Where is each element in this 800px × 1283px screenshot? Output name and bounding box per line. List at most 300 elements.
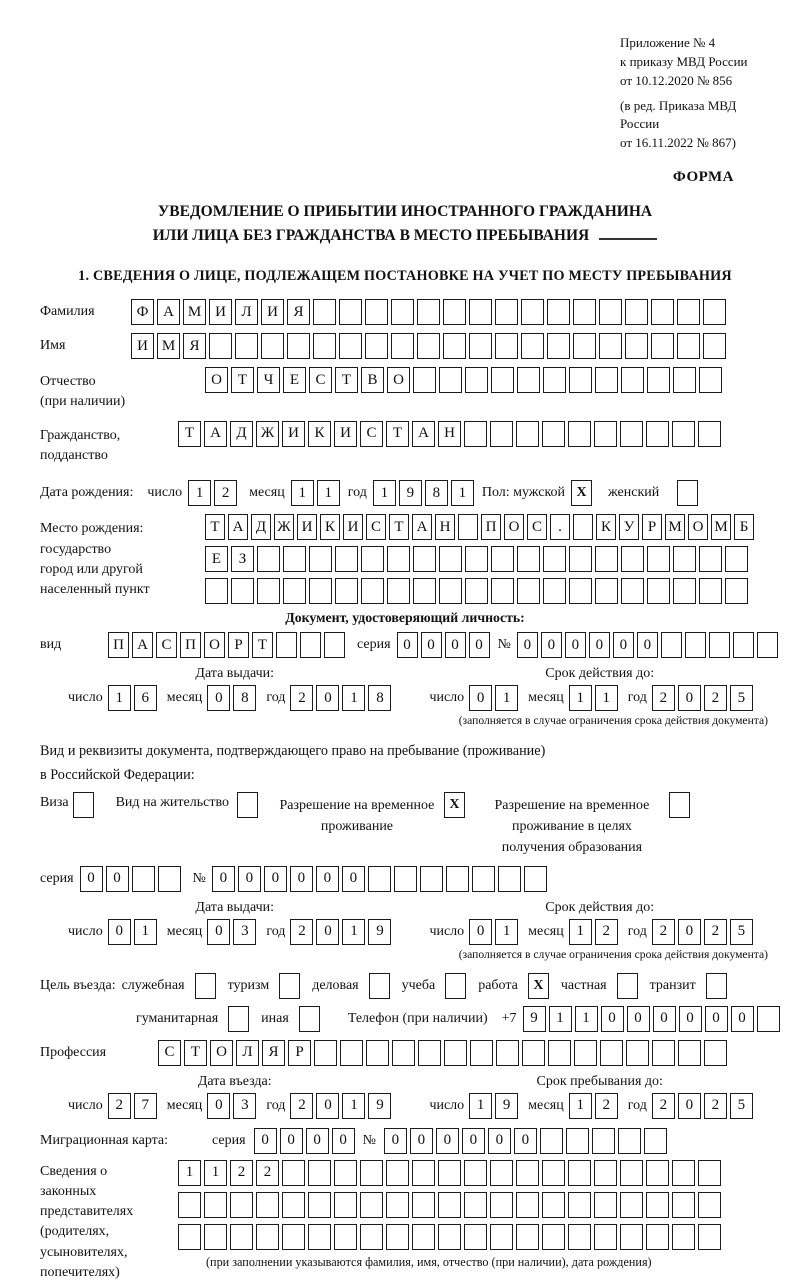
char-cell[interactable]: Л [235,299,258,325]
char-cell[interactable] [600,1040,623,1066]
char-cell[interactable] [334,1160,357,1186]
char-cell[interactable] [417,333,440,359]
char-cell[interactable] [235,333,258,359]
char-cell[interactable]: 0 [469,919,492,945]
char-cell[interactable] [417,299,440,325]
char-cell[interactable]: 1 [495,685,518,711]
char-cell[interactable] [673,578,696,604]
char-cell[interactable]: 2 [595,1093,618,1119]
char-cell[interactable]: 5 [730,685,753,711]
char-cell[interactable]: 0 [108,919,131,945]
char-cell[interactable] [540,1128,563,1154]
char-cell[interactable]: 2 [652,685,675,711]
char-cell[interactable]: К [308,421,331,447]
char-cell[interactable]: С [158,1040,181,1066]
char-cell[interactable] [566,1128,589,1154]
char-cell[interactable] [443,299,466,325]
char-cell[interactable]: 2 [652,1093,675,1119]
char-cell[interactable]: Н [438,421,461,447]
char-cell[interactable] [699,367,722,393]
char-cell[interactable]: 2 [595,919,618,945]
char-cell[interactable] [652,1040,675,1066]
char-cell[interactable]: 1 [549,1006,572,1032]
char-cell[interactable]: А [228,514,248,540]
char-cell[interactable]: А [132,632,153,658]
char-cell[interactable]: А [204,421,227,447]
char-cell[interactable] [230,1224,253,1250]
sex-male-checkbox[interactable]: X [571,480,592,506]
char-cell[interactable]: А [412,514,432,540]
char-cell[interactable] [491,546,514,572]
char-cell[interactable]: М [157,333,180,359]
purpose-study-checkbox[interactable] [445,973,466,999]
char-cell[interactable] [472,866,495,892]
char-cell[interactable]: 1 [373,480,396,506]
char-cell[interactable] [412,1192,435,1218]
char-cell[interactable]: О [387,367,410,393]
char-cell[interactable]: 1 [291,480,314,506]
char-cell[interactable]: 1 [569,685,592,711]
char-cell[interactable]: 0 [514,1128,537,1154]
char-cell[interactable] [324,632,345,658]
char-cell[interactable]: Т [231,367,254,393]
char-cell[interactable] [725,546,748,572]
char-cell[interactable]: 0 [462,1128,485,1154]
char-cell[interactable] [365,299,388,325]
char-cell[interactable] [543,578,566,604]
char-cell[interactable] [678,1040,701,1066]
char-cell[interactable]: О [204,632,225,658]
char-cell[interactable]: И [209,299,232,325]
char-cell[interactable]: 2 [290,1093,313,1119]
purpose-business-checkbox[interactable] [369,973,390,999]
char-cell[interactable]: Р [228,632,249,658]
char-cell[interactable]: Я [287,299,310,325]
char-cell[interactable]: Ч [257,367,280,393]
char-cell[interactable]: 0 [342,866,365,892]
char-cell[interactable] [178,1224,201,1250]
char-cell[interactable] [287,333,310,359]
char-cell[interactable] [595,578,618,604]
char-cell[interactable] [516,421,539,447]
char-cell[interactable] [391,333,414,359]
char-cell[interactable]: 0 [517,632,538,658]
char-cell[interactable] [313,299,336,325]
char-cell[interactable] [465,546,488,572]
char-cell[interactable]: С [527,514,547,540]
char-cell[interactable] [300,632,321,658]
char-cell[interactable] [313,333,336,359]
char-cell[interactable]: 0 [445,632,466,658]
char-cell[interactable] [465,367,488,393]
char-cell[interactable] [495,299,518,325]
char-cell[interactable]: Ж [274,514,294,540]
char-cell[interactable]: 2 [704,685,727,711]
char-cell[interactable] [568,421,591,447]
char-cell[interactable]: 7 [134,1093,157,1119]
char-cell[interactable]: 0 [207,1093,230,1119]
char-cell[interactable]: 0 [705,1006,728,1032]
char-cell[interactable] [757,632,778,658]
char-cell[interactable]: И [343,514,363,540]
char-cell[interactable] [698,1160,721,1186]
char-cell[interactable]: 2 [214,480,237,506]
char-cell[interactable] [444,1040,467,1066]
char-cell[interactable] [595,546,618,572]
char-cell[interactable] [491,578,514,604]
char-cell[interactable] [621,546,644,572]
char-cell[interactable] [230,1192,253,1218]
char-cell[interactable]: И [334,421,357,447]
char-cell[interactable] [334,1192,357,1218]
char-cell[interactable] [517,578,540,604]
char-cell[interactable] [204,1224,227,1250]
char-cell[interactable] [516,1160,539,1186]
char-cell[interactable]: 0 [678,919,701,945]
char-cell[interactable]: У [619,514,639,540]
char-cell[interactable]: 9 [495,1093,518,1119]
char-cell[interactable]: 0 [469,685,492,711]
char-cell[interactable] [647,546,670,572]
char-cell[interactable]: Е [205,546,228,572]
char-cell[interactable]: С [360,421,383,447]
char-cell[interactable]: 0 [565,632,586,658]
char-cell[interactable] [569,578,592,604]
purpose-official-checkbox[interactable] [195,973,216,999]
char-cell[interactable] [757,1006,780,1032]
char-cell[interactable]: М [665,514,685,540]
char-cell[interactable]: 0 [207,685,230,711]
char-cell[interactable] [703,333,726,359]
char-cell[interactable] [443,333,466,359]
char-cell[interactable] [334,1224,357,1250]
char-cell[interactable] [158,866,181,892]
char-cell[interactable]: 0 [410,1128,433,1154]
char-cell[interactable] [725,578,748,604]
char-cell[interactable]: К [320,514,340,540]
char-cell[interactable]: Н [435,514,455,540]
char-cell[interactable]: 0 [306,1128,329,1154]
char-cell[interactable] [458,514,478,540]
char-cell[interactable]: 1 [342,685,365,711]
char-cell[interactable] [595,367,618,393]
char-cell[interactable] [672,1224,695,1250]
char-cell[interactable]: С [366,514,386,540]
char-cell[interactable] [709,632,730,658]
char-cell[interactable]: Т [389,514,409,540]
char-cell[interactable] [521,299,544,325]
char-cell[interactable] [391,299,414,325]
char-cell[interactable] [573,514,593,540]
char-cell[interactable] [573,299,596,325]
char-cell[interactable]: Т [205,514,225,540]
char-cell[interactable]: 2 [256,1160,279,1186]
char-cell[interactable] [438,1224,461,1250]
char-cell[interactable] [620,1160,643,1186]
char-cell[interactable]: 3 [233,1093,256,1119]
char-cell[interactable] [646,1224,669,1250]
char-cell[interactable]: 9 [399,480,422,506]
char-cell[interactable] [490,1192,513,1218]
char-cell[interactable] [464,1160,487,1186]
char-cell[interactable] [594,1224,617,1250]
char-cell[interactable]: М [711,514,731,540]
char-cell[interactable]: 0 [80,866,103,892]
char-cell[interactable] [387,546,410,572]
char-cell[interactable]: 0 [601,1006,624,1032]
char-cell[interactable]: 2 [290,919,313,945]
char-cell[interactable] [542,421,565,447]
char-cell[interactable] [309,546,332,572]
char-cell[interactable]: 1 [569,1093,592,1119]
char-cell[interactable]: 9 [368,919,391,945]
char-cell[interactable] [439,367,462,393]
char-cell[interactable]: 1 [188,480,211,506]
char-cell[interactable] [594,421,617,447]
char-cell[interactable]: 1 [575,1006,598,1032]
char-cell[interactable] [413,546,436,572]
char-cell[interactable] [392,1040,415,1066]
char-cell[interactable] [625,299,648,325]
char-cell[interactable] [646,1192,669,1218]
char-cell[interactable] [647,578,670,604]
char-cell[interactable]: 0 [653,1006,676,1032]
char-cell[interactable] [339,333,362,359]
char-cell[interactable]: Р [288,1040,311,1066]
char-cell[interactable]: П [180,632,201,658]
char-cell[interactable]: Л [236,1040,259,1066]
char-cell[interactable]: 0 [678,1093,701,1119]
char-cell[interactable] [386,1192,409,1218]
char-cell[interactable] [569,367,592,393]
char-cell[interactable]: 1 [317,480,340,506]
sex-female-checkbox[interactable] [677,480,698,506]
char-cell[interactable] [464,421,487,447]
char-cell[interactable] [547,333,570,359]
char-cell[interactable]: 2 [704,919,727,945]
char-cell[interactable]: 0 [280,1128,303,1154]
char-cell[interactable] [672,1192,695,1218]
char-cell[interactable] [308,1160,331,1186]
char-cell[interactable] [524,866,547,892]
char-cell[interactable] [698,421,721,447]
char-cell[interactable] [542,1192,565,1218]
char-cell[interactable] [699,578,722,604]
char-cell[interactable]: 2 [108,1093,131,1119]
char-cell[interactable] [673,546,696,572]
char-cell[interactable] [361,578,384,604]
char-cell[interactable] [677,299,700,325]
char-cell[interactable] [573,333,596,359]
char-cell[interactable] [368,866,391,892]
char-cell[interactable] [178,1192,201,1218]
char-cell[interactable] [314,1040,337,1066]
char-cell[interactable]: Т [335,367,358,393]
char-cell[interactable]: 3 [233,919,256,945]
char-cell[interactable] [340,1040,363,1066]
char-cell[interactable]: 6 [134,685,157,711]
char-cell[interactable]: Ж [256,421,279,447]
char-cell[interactable]: Т [178,421,201,447]
char-cell[interactable]: Т [386,421,409,447]
char-cell[interactable] [522,1040,545,1066]
char-cell[interactable]: 0 [212,866,235,892]
char-cell[interactable] [339,299,362,325]
char-cell[interactable]: 0 [316,685,339,711]
char-cell[interactable] [446,866,469,892]
char-cell[interactable]: 2 [652,919,675,945]
char-cell[interactable] [309,578,332,604]
char-cell[interactable] [516,1192,539,1218]
char-cell[interactable] [621,367,644,393]
char-cell[interactable] [469,333,492,359]
char-cell[interactable]: 0 [397,632,418,658]
purpose-tourism-checkbox[interactable] [279,973,300,999]
char-cell[interactable] [257,578,280,604]
char-cell[interactable] [132,866,155,892]
char-cell[interactable]: О [504,514,524,540]
char-cell[interactable] [625,333,648,359]
char-cell[interactable] [568,1192,591,1218]
char-cell[interactable]: 0 [678,685,701,711]
char-cell[interactable] [256,1192,279,1218]
char-cell[interactable]: Я [262,1040,285,1066]
char-cell[interactable] [439,578,462,604]
char-cell[interactable]: 9 [368,1093,391,1119]
char-cell[interactable]: Т [252,632,273,658]
char-cell[interactable]: В [361,367,384,393]
char-cell[interactable] [521,333,544,359]
char-cell[interactable] [646,1160,669,1186]
char-cell[interactable] [418,1040,441,1066]
char-cell[interactable]: 0 [613,632,634,658]
char-cell[interactable] [651,299,674,325]
char-cell[interactable] [204,1192,227,1218]
char-cell[interactable] [548,1040,571,1066]
char-cell[interactable] [470,1040,493,1066]
char-cell[interactable] [547,299,570,325]
char-cell[interactable]: О [205,367,228,393]
char-cell[interactable] [542,1224,565,1250]
char-cell[interactable] [644,1128,667,1154]
char-cell[interactable] [516,1224,539,1250]
char-cell[interactable] [620,1192,643,1218]
char-cell[interactable] [673,367,696,393]
char-cell[interactable] [517,546,540,572]
char-cell[interactable] [592,1128,615,1154]
char-cell[interactable] [257,546,280,572]
char-cell[interactable] [412,1224,435,1250]
char-cell[interactable] [335,578,358,604]
char-cell[interactable] [568,1224,591,1250]
char-cell[interactable] [469,299,492,325]
char-cell[interactable] [699,546,722,572]
char-cell[interactable] [498,866,521,892]
char-cell[interactable]: 1 [204,1160,227,1186]
char-cell[interactable]: 8 [425,480,448,506]
char-cell[interactable]: 0 [731,1006,754,1032]
char-cell[interactable]: 9 [523,1006,546,1032]
char-cell[interactable] [282,1160,305,1186]
char-cell[interactable] [672,421,695,447]
char-cell[interactable] [620,1224,643,1250]
char-cell[interactable] [386,1160,409,1186]
char-cell[interactable] [703,299,726,325]
char-cell[interactable] [438,1160,461,1186]
char-cell[interactable]: 2 [704,1093,727,1119]
char-cell[interactable]: Т [184,1040,207,1066]
option-temp-residence-checkbox[interactable]: X [444,792,465,818]
char-cell[interactable] [685,632,706,658]
purpose-transit-checkbox[interactable] [706,973,727,999]
option-residence-permit-checkbox[interactable] [237,792,258,818]
char-cell[interactable]: 0 [316,866,339,892]
char-cell[interactable]: 0 [264,866,287,892]
char-cell[interactable] [360,1160,383,1186]
char-cell[interactable] [495,333,518,359]
char-cell[interactable] [360,1224,383,1250]
char-cell[interactable] [366,1040,389,1066]
char-cell[interactable] [569,546,592,572]
char-cell[interactable]: 0 [106,866,129,892]
char-cell[interactable] [361,546,384,572]
char-cell[interactable] [677,333,700,359]
char-cell[interactable] [205,578,228,604]
option-visa-checkbox[interactable] [73,792,94,818]
char-cell[interactable]: 1 [342,1093,365,1119]
char-cell[interactable]: 8 [233,685,256,711]
char-cell[interactable]: К [596,514,616,540]
char-cell[interactable] [282,1192,305,1218]
char-cell[interactable] [568,1160,591,1186]
char-cell[interactable]: 1 [451,480,474,506]
char-cell[interactable] [394,866,417,892]
char-cell[interactable] [438,1192,461,1218]
char-cell[interactable]: 1 [134,919,157,945]
char-cell[interactable] [256,1224,279,1250]
char-cell[interactable] [543,367,566,393]
char-cell[interactable] [618,1128,641,1154]
char-cell[interactable]: 1 [178,1160,201,1186]
char-cell[interactable]: А [157,299,180,325]
char-cell[interactable] [412,1160,435,1186]
char-cell[interactable]: 0 [384,1128,407,1154]
char-cell[interactable]: 5 [730,1093,753,1119]
char-cell[interactable] [621,578,644,604]
char-cell[interactable]: Д [230,421,253,447]
char-cell[interactable]: 2 [230,1160,253,1186]
char-cell[interactable]: 1 [569,919,592,945]
char-cell[interactable] [626,1040,649,1066]
char-cell[interactable]: Я [183,333,206,359]
char-cell[interactable]: 0 [541,632,562,658]
char-cell[interactable] [651,333,674,359]
char-cell[interactable]: Р [642,514,662,540]
char-cell[interactable]: 1 [108,685,131,711]
char-cell[interactable]: И [282,421,305,447]
char-cell[interactable]: 0 [679,1006,702,1032]
option-temp-residence-education-checkbox[interactable] [669,792,690,818]
char-cell[interactable] [646,421,669,447]
char-cell[interactable] [335,546,358,572]
char-cell[interactable]: П [481,514,501,540]
char-cell[interactable]: С [156,632,177,658]
char-cell[interactable]: И [131,333,154,359]
char-cell[interactable]: Д [251,514,271,540]
char-cell[interactable]: О [688,514,708,540]
char-cell[interactable]: 0 [238,866,261,892]
char-cell[interactable]: И [297,514,317,540]
